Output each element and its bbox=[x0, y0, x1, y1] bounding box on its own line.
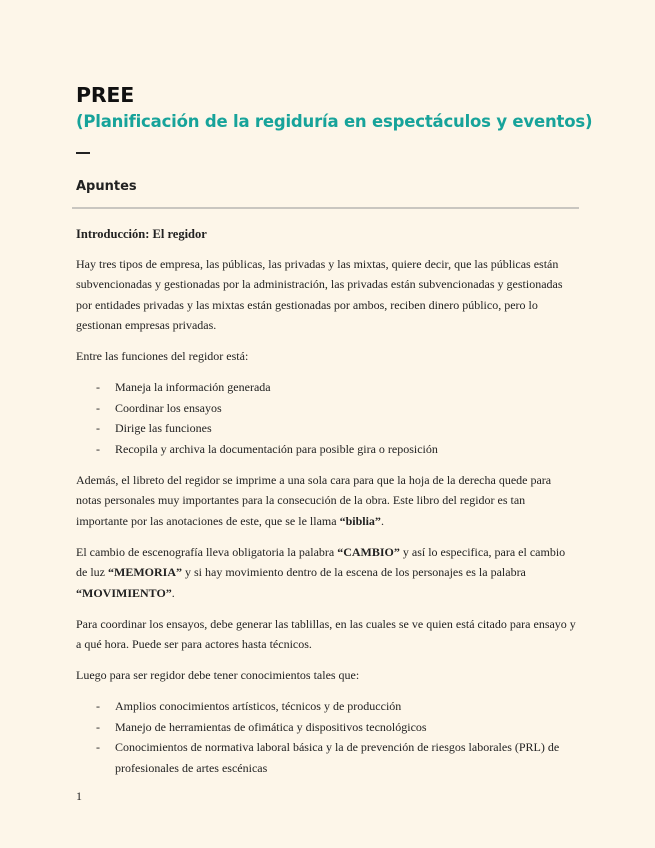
paragraph-text: y si hay movimiento dentro de la escena de los personajes es la palabra bbox=[182, 565, 526, 579]
paragraph-text: El cambio de escenografía lleva obligatoria la palabra bbox=[76, 544, 338, 559]
document-header bbox=[76, 82, 593, 196]
title-dash-divider bbox=[76, 152, 90, 154]
section-label: Apuntes bbox=[76, 178, 137, 194]
list-item: - Amplios conocimientos artísticos, técnicos y de producción bbox=[76, 696, 579, 717]
paragraph-cues bbox=[76, 542, 579, 604]
knowledge-list bbox=[76, 696, 579, 778]
document-body bbox=[76, 224, 579, 789]
document-title: PREE bbox=[76, 83, 135, 107]
list-item: - Dirige las funciones bbox=[76, 418, 579, 439]
functions-list bbox=[76, 377, 579, 459]
bold-term-memoria: “MEMORIA” bbox=[108, 565, 182, 579]
paragraph-text: . bbox=[171, 585, 175, 600]
list-item: - Recopila y archiva la documentación para posible gira o reposición bbox=[76, 439, 579, 460]
paragraph-text: . bbox=[380, 513, 384, 528]
paragraph-knowledge-intro: Luego para ser regidor debe tener conocimientos tales que: bbox=[76, 668, 360, 682]
bold-term-cambio: “CAMBIO” bbox=[337, 544, 400, 559]
paragraph-company-types: Hay tres tipos de empresa, las públicas, las privadas y las mixtas, quiere decir, que las públicas están subvencionadas y gestionadas por la administración, las privadas están subvencionadas y gestionadas por entidades privadas y las mixtas están gestionadas por ambos, reciben dinero público, pero lo gestionan empresas privadas. bbox=[76, 256, 563, 332]
paragraph-text: y así lo especifica, para el cambio de luz bbox=[76, 544, 566, 579]
section-heading: Introducción: El regidor bbox=[76, 227, 207, 241]
list-item: - Maneja la información generada bbox=[76, 377, 579, 398]
page-number: 1 bbox=[76, 789, 82, 803]
horizontal-rule bbox=[72, 207, 579, 209]
list-item: - Manejo de herramientas de ofimática y dispositivos tecnológicos bbox=[76, 717, 579, 738]
list-item: - Conocimientos de normativa laboral básica y la de prevención de riesgos laborales (PRL) de profesionales de artes escénicas bbox=[76, 737, 579, 778]
paragraph-tablillas: Para coordinar los ensayos, debe generar las tablillas, en las cuales se ve quien está citado para ensayo y a qué hora. Puede ser para actores hasta técnicos. bbox=[76, 616, 576, 651]
paragraph-functions-intro: Entre las funciones del regidor está: bbox=[76, 349, 249, 363]
paragraph-text: Además, el libreto del regidor se imprime a una sola cara para que la hoja de la derecha quede para notas personales muy importantes para la consecución de la obra. Este libro del regidor es tan importante por las anotaciones de este, que se le llama bbox=[76, 472, 552, 528]
paragraph-libreto bbox=[76, 470, 579, 532]
document-subtitle: (Planificación de la regiduría en espectáculos y eventos) bbox=[76, 112, 593, 131]
bold-term-movimiento: “MOVIMIENTO” bbox=[76, 585, 172, 600]
bold-term-biblia: “biblia” bbox=[339, 513, 381, 528]
list-item: - Coordinar los ensayos bbox=[76, 398, 579, 419]
